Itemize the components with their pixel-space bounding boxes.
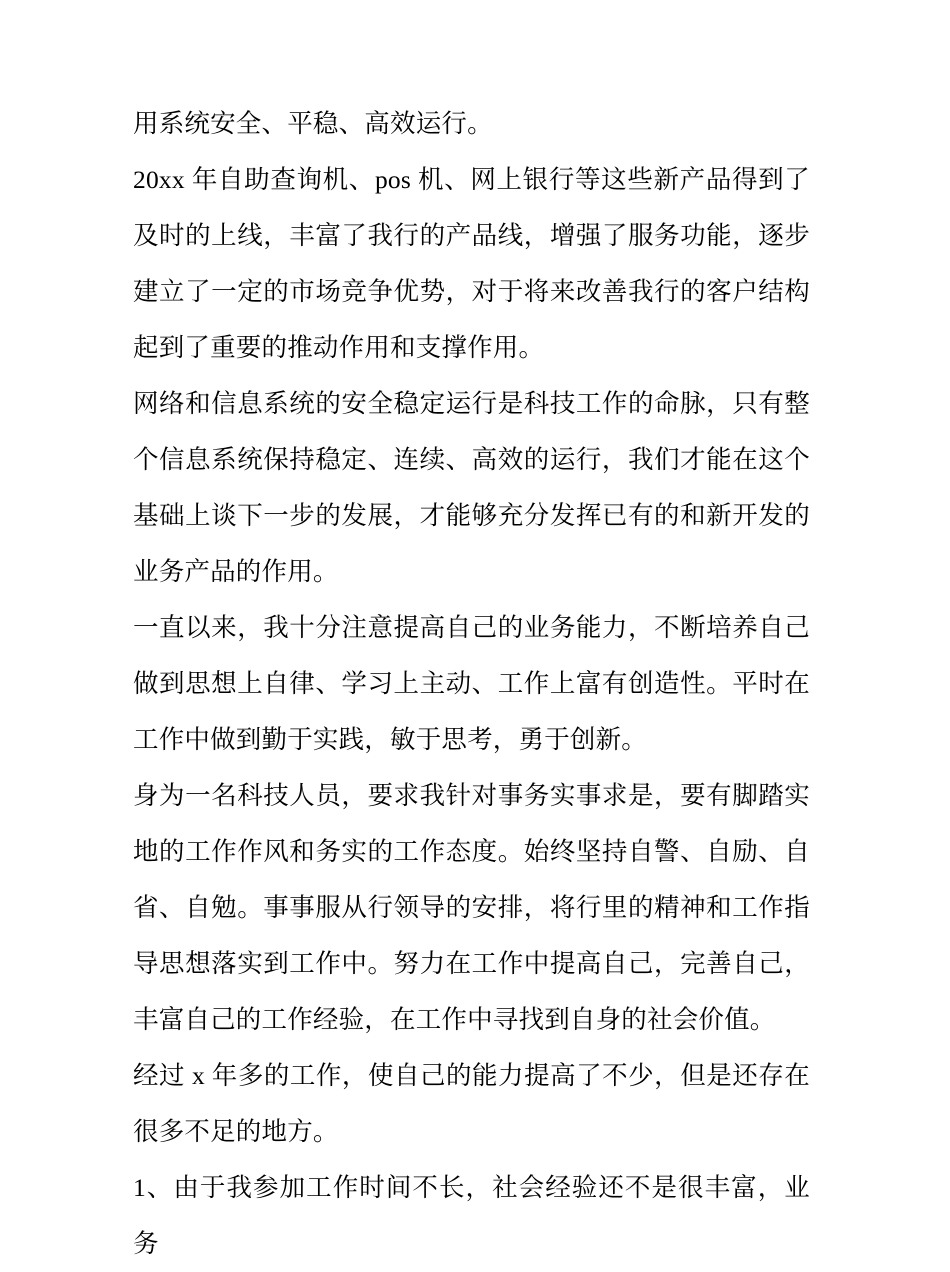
paragraph: 1、由于我参加工作时间不长，社会经验还不是很丰富，业务 [133,1173,810,1258]
document-body [133,96,810,1272]
paragraph: 经过 x 年多的工作，使自己的能力提高了不少，但是还存在很多不足的地方。 [133,1061,810,1146]
paragraph: 身为一名科技人员，要求我针对事务实事求是，要有脚踏实地的工作作风和务实的工作态度。始终坚持自警、自励、自省、自勉。事事服从行领导的安排，将行里的精神和工作指导思想落实到工作中。努力在工作中提高自己，完善自己，丰富自己的工作经验，在工作中寻找到自身的社会价值。 [133,781,810,1034]
paragraph: 网络和信息系统的安全稳定运行是科技工作的命脉，只有整个信息系统保持稳定、连续、高效的运行，我们才能在这个基础上谈下一步的发展，才能够充分发挥已有的和新开发的业务产品的作用。 [133,389,810,586]
paragraph: 用系统安全、平稳、高效运行。 [133,109,493,138]
paragraph: 20xx 年自助查询机、pos 机、网上银行等这些新产品得到了及时的上线，丰富了我行的产品线，增强了服务功能，逐步建立了一定的市场竞争优势，对于将来改善我行的客户结构起到了重要的推动作用和支撑作用。 [133,165,810,362]
paragraph: 一直以来，我十分注意提高自己的业务能力，不断培养自己做到思想上自律、学习上主动、工作上富有创造性。平时在工作中做到勤于实践，敏于思考，勇于创新。 [133,613,810,754]
